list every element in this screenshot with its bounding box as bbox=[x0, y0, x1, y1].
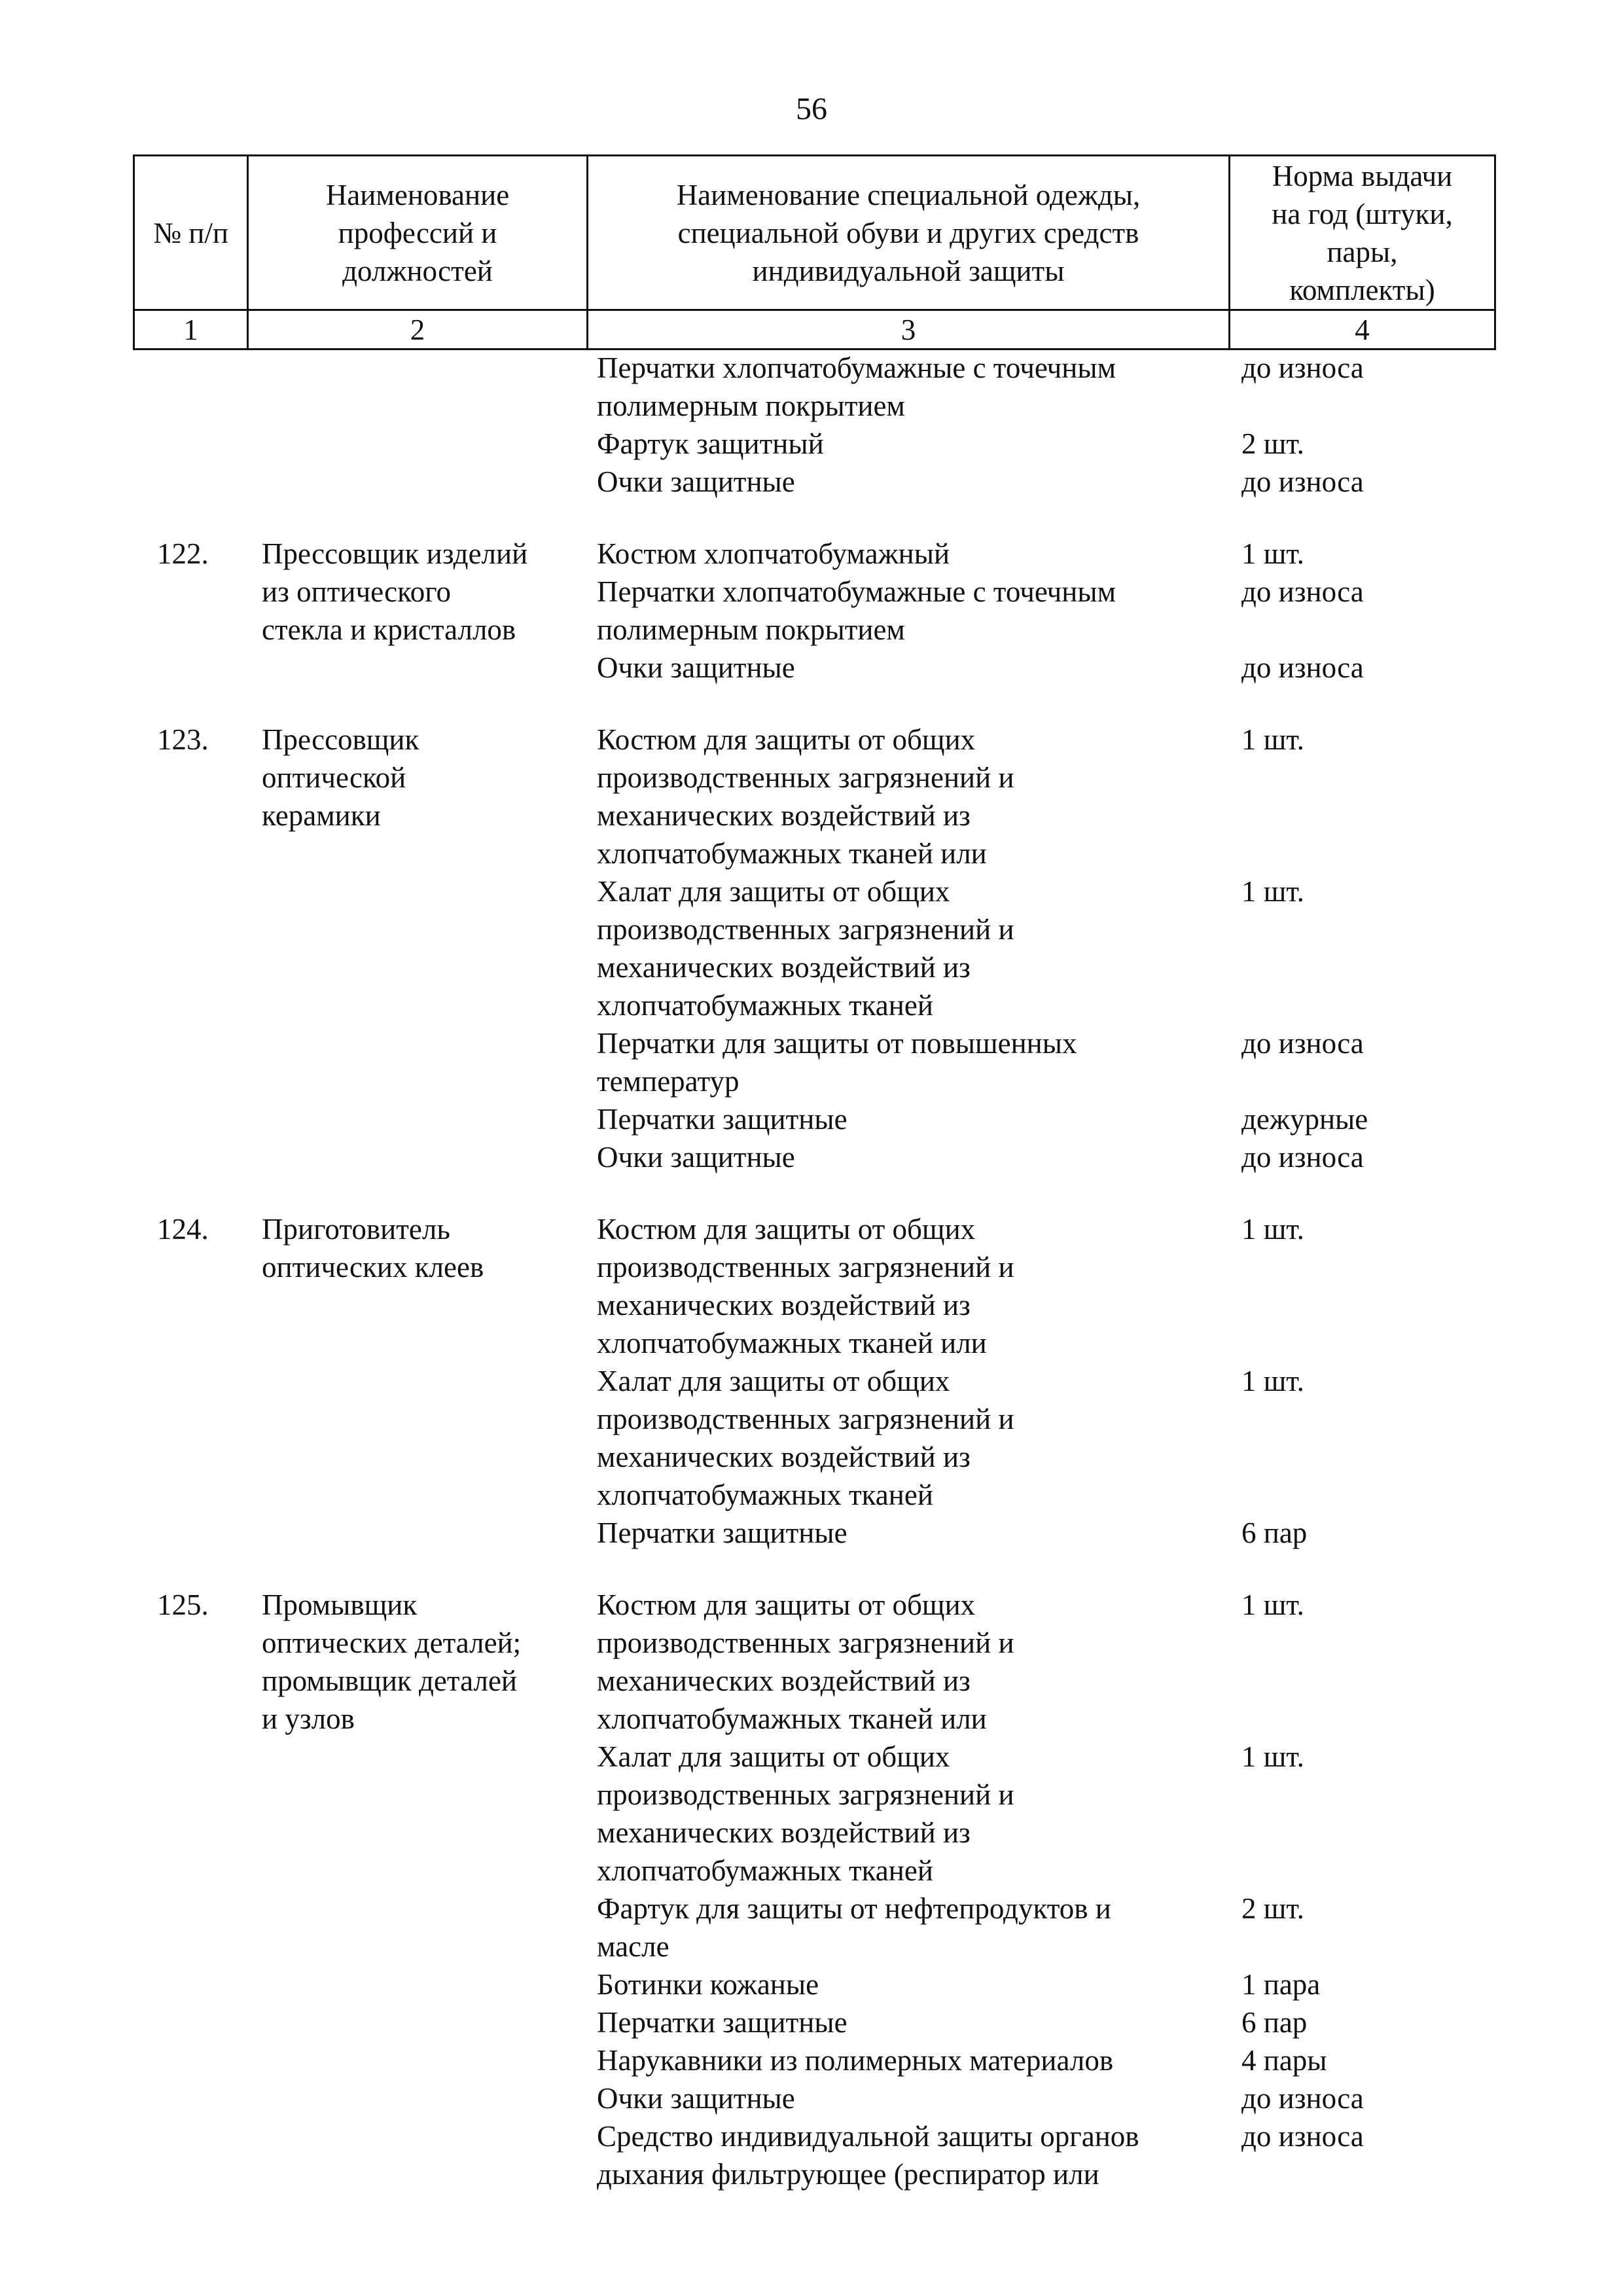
issue-norm: 2 шт. bbox=[1241, 427, 1304, 460]
issue-norm: 1 шт. bbox=[1241, 875, 1304, 908]
issue-norm: 1 шт. bbox=[1241, 1588, 1304, 1621]
issue-norm: до износа bbox=[1241, 651, 1364, 684]
list-item bbox=[597, 1890, 1618, 1965]
column-number-3: 3 bbox=[588, 310, 1230, 350]
equipment-name: Перчатки хлопчатобумажные с точечным полимерным покрытием bbox=[597, 351, 1116, 422]
equipment-name: Ботинки кожаные bbox=[597, 1968, 819, 2001]
entry-number: 122. bbox=[157, 537, 209, 570]
table-header bbox=[133, 154, 1496, 350]
column-number-1: 1 bbox=[134, 310, 248, 350]
table-row bbox=[0, 1210, 1623, 1552]
entry-profession: Приготовитель оптических клеев bbox=[262, 1213, 484, 1283]
entry-profession: Прессовщик изделий из оптического стекла и кристаллов bbox=[262, 537, 528, 646]
equipment-name: Костюм для защиты от общих производственных загрязнений и механических воздействий из хлопчатобумажных тканей или bbox=[597, 1588, 1014, 1735]
entry-number: 123. bbox=[157, 723, 209, 756]
list-item bbox=[597, 1965, 1618, 2003]
list-item bbox=[597, 1514, 1618, 1552]
issue-norm: до износа bbox=[1241, 1027, 1364, 1060]
list-item bbox=[597, 535, 1618, 573]
table-row bbox=[0, 1586, 1623, 2193]
issue-norm: 6 пар bbox=[1241, 1516, 1308, 1549]
equipment-name: Костюм для защиты от общих производственных загрязнений и механических воздействий из хлопчатобумажных тканей или bbox=[597, 723, 1014, 870]
equipment-name: Костюм хлопчатобумажный bbox=[597, 537, 950, 570]
equipment-name: Фартук для защиты от нефтепродуктов и масле bbox=[597, 1892, 1111, 1963]
header-number: № п/п bbox=[134, 156, 248, 310]
issue-norm: 1 шт. bbox=[1241, 723, 1304, 756]
list-item bbox=[597, 2003, 1618, 2041]
entry-number: 124. bbox=[157, 1213, 209, 1246]
header-profession: Наименование профессий и должностей bbox=[248, 156, 588, 310]
equipment-list bbox=[597, 1586, 1618, 2193]
equipment-name: Халат для защиты от общих производственных загрязнений и механических воздействий из хлопчатобумажных тканей bbox=[597, 875, 1014, 1022]
issue-norm: 1 шт. bbox=[1241, 1365, 1304, 1397]
list-item bbox=[597, 1210, 1618, 1362]
list-item bbox=[597, 721, 1618, 872]
issue-norm: до износа bbox=[1241, 465, 1364, 498]
entry-number: 125. bbox=[157, 1588, 209, 1621]
list-item bbox=[597, 649, 1618, 687]
equipment-name: Перчатки хлопчатобумажные с точечным полимерным покрытием bbox=[597, 575, 1116, 646]
issue-norm: до износа bbox=[1241, 351, 1364, 384]
table-row bbox=[0, 535, 1623, 687]
list-item bbox=[597, 1138, 1618, 1176]
issue-norm: 4 пары bbox=[1241, 2044, 1327, 2077]
list-item bbox=[597, 2117, 1618, 2193]
list-item bbox=[597, 1586, 1618, 1738]
equipment-name: Халат для защиты от общих производственных загрязнений и механических воздействий из хлопчатобумажных тканей bbox=[597, 1365, 1014, 1511]
list-item bbox=[597, 2041, 1618, 2079]
list-item bbox=[597, 872, 1618, 1024]
list-item bbox=[597, 1362, 1618, 1514]
equipment-name: Средство индивидуальной защиты органов дыхания фильтрующее (респиратор или bbox=[597, 2120, 1139, 2191]
equipment-list bbox=[597, 535, 1618, 687]
equipment-name: Очки защитные bbox=[597, 2082, 795, 2115]
list-item bbox=[597, 1024, 1618, 1100]
issue-norm: до износа bbox=[1241, 2082, 1364, 2115]
issue-norm: 1 шт. bbox=[1241, 1213, 1304, 1246]
column-number-4: 4 bbox=[1230, 310, 1495, 350]
equipment-name: Очки защитные bbox=[597, 465, 795, 498]
equipment-list bbox=[597, 721, 1618, 1176]
equipment-name: Очки защитные bbox=[597, 651, 795, 684]
issue-norm: 6 пар bbox=[1241, 2006, 1308, 2039]
column-number-2: 2 bbox=[248, 310, 588, 350]
list-item bbox=[597, 425, 1618, 463]
issue-norm: до износа bbox=[1241, 1141, 1364, 1174]
table-row bbox=[0, 349, 1623, 501]
equipment-list bbox=[597, 1210, 1618, 1552]
list-item bbox=[597, 349, 1618, 425]
header-equipment: Наименование специальной одежды, специальной обуви и других средств индивидуальной защиты bbox=[588, 156, 1230, 310]
list-item bbox=[597, 1100, 1618, 1138]
issue-norm: до износа bbox=[1241, 2120, 1364, 2153]
issue-norm: дежурные bbox=[1241, 1103, 1368, 1136]
equipment-name: Костюм для защиты от общих производственных загрязнений и механических воздействий из хлопчатобумажных тканей или bbox=[597, 1213, 1014, 1359]
list-item bbox=[597, 463, 1618, 501]
issue-norm: 1 шт. bbox=[1241, 1740, 1304, 1773]
issue-norm: до износа bbox=[1241, 575, 1364, 608]
equipment-name: Перчатки защитные bbox=[597, 1103, 847, 1136]
equipment-name: Перчатки защитные bbox=[597, 1516, 847, 1549]
equipment-list bbox=[597, 349, 1618, 501]
issue-norm: 2 шт. bbox=[1241, 1892, 1304, 1925]
issue-norm: 1 пара bbox=[1241, 1968, 1321, 2001]
equipment-name: Нарукавники из полимерных материалов bbox=[597, 2044, 1114, 2077]
entry-profession: Промывщик оптических деталей; промывщик деталей и узлов bbox=[262, 1588, 522, 1735]
page-number: 56 bbox=[796, 92, 827, 126]
list-item bbox=[597, 573, 1618, 649]
entry-profession: Прессовщик оптической керамики bbox=[262, 723, 419, 832]
equipment-name: Очки защитные bbox=[597, 1141, 795, 1174]
equipment-name: Халат для защиты от общих производственных загрязнений и механических воздействий из хлопчатобумажных тканей bbox=[597, 1740, 1014, 1887]
header-norm: Норма выдачи на год (штуки, пары, комплекты) bbox=[1230, 156, 1495, 310]
equipment-name: Перчатки для защиты от повышенных температур bbox=[597, 1027, 1077, 1098]
table-body bbox=[0, 349, 1623, 2193]
list-item bbox=[597, 2079, 1618, 2117]
equipment-name: Перчатки защитные bbox=[597, 2006, 847, 2039]
issue-norm: 1 шт. bbox=[1241, 537, 1304, 570]
list-item bbox=[597, 1738, 1618, 1890]
equipment-name: Фартук защитный bbox=[597, 427, 824, 460]
table-row bbox=[0, 721, 1623, 1176]
